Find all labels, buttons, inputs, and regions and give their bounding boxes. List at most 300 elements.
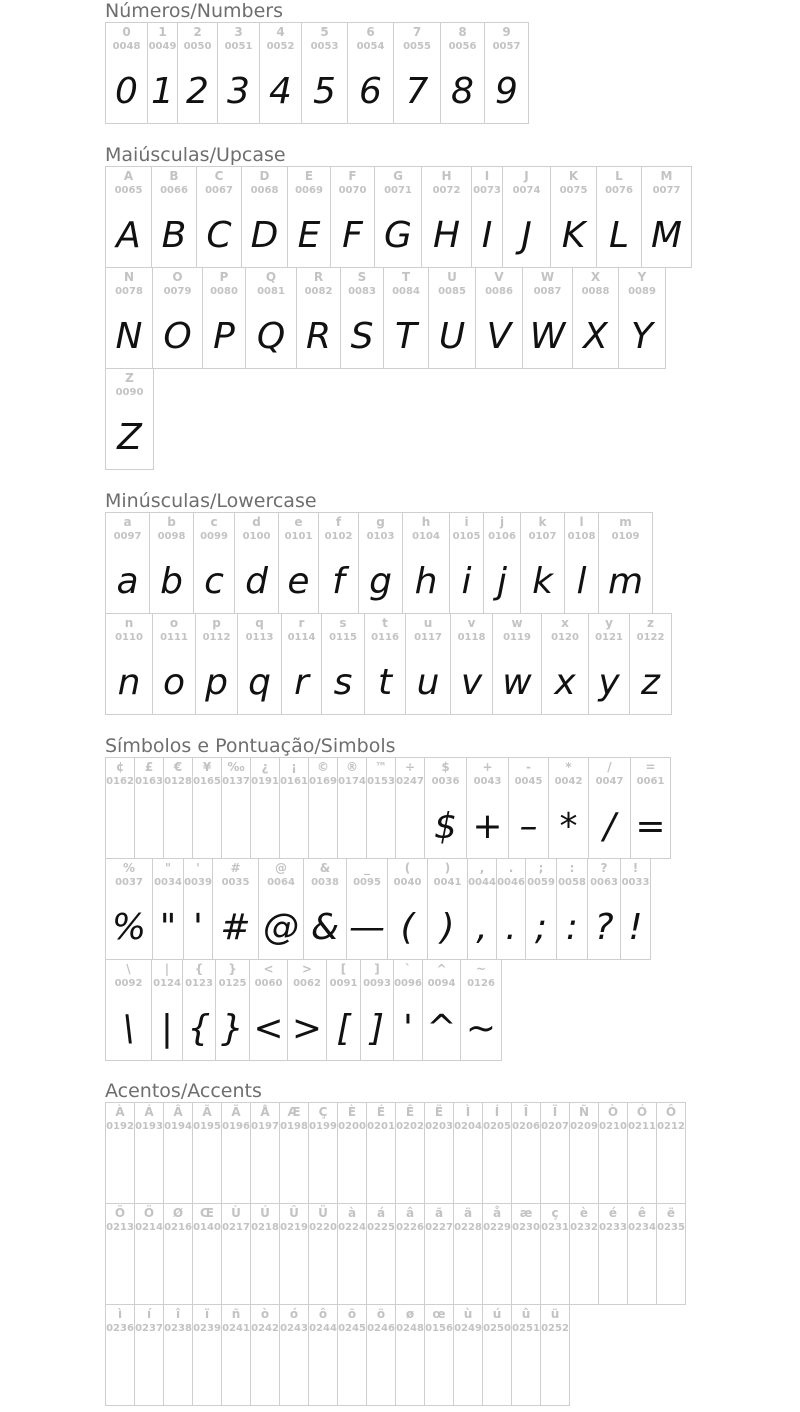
cell-code-label: 0123 <box>185 978 213 989</box>
cell-character-label: a <box>123 515 132 529</box>
cell-character-label: f <box>335 515 342 529</box>
cell-code-label: 0239 <box>193 1323 221 1334</box>
cell-character-label: 3 <box>234 25 243 39</box>
cell-code-label: 0068 <box>250 185 279 196</box>
cell-glyph-preview: 7 <box>405 71 429 112</box>
cell-glyph-preview: a <box>116 561 139 602</box>
cell-character-label: Q <box>265 270 277 284</box>
glyph-cell <box>105 1203 135 1305</box>
cell-glyph-preview: C <box>206 215 232 256</box>
glyph-cell <box>192 1304 222 1406</box>
cell-code-label: 0219 <box>280 1222 308 1233</box>
cell-glyph-preview: " <box>159 907 177 948</box>
cell-glyph-preview: x <box>554 662 576 703</box>
cell-code-label: 0057 <box>492 41 521 52</box>
cell-code-label: 0217 <box>222 1222 250 1233</box>
cell-glyph-preview: S <box>350 316 374 357</box>
glyph-cell <box>152 858 184 960</box>
cell-code-label: 0192 <box>106 1121 134 1132</box>
cell-character-label: m <box>619 515 632 529</box>
cell-character-label: @ <box>275 861 287 875</box>
cell-character-label: { <box>194 962 204 976</box>
glyph-cell <box>540 1304 570 1406</box>
glyph-cell <box>250 1304 280 1406</box>
cell-character-label: O <box>172 270 183 284</box>
cell-code-label: 0116 <box>371 632 399 643</box>
cell-character-label: | <box>164 962 170 976</box>
glyph-cell <box>195 613 238 715</box>
cell-character-label: ù <box>463 1307 473 1321</box>
cell-character-label: C <box>214 169 224 183</box>
cell-glyph-preview: 8 <box>451 71 474 112</box>
glyph-cell <box>296 267 341 369</box>
cell-code-label: 0119 <box>503 632 531 643</box>
glyph-cell <box>308 757 338 859</box>
glyph-cell <box>318 512 359 614</box>
cell-glyph-preview: [ <box>336 1008 351 1049</box>
cell-character-label: 8 <box>458 25 467 39</box>
glyph-cell <box>569 1203 599 1305</box>
cell-code-label: 0055 <box>403 41 431 52</box>
glyph-cell <box>450 613 493 715</box>
cell-code-label: 0075 <box>559 185 588 196</box>
cell-code-label: 0037 <box>115 877 143 888</box>
cell-code-label: 0203 <box>425 1121 453 1132</box>
cell-character-label: ì <box>117 1307 123 1321</box>
cell-code-label: 0122 <box>636 632 665 643</box>
glyph-cell <box>366 1203 396 1305</box>
cell-character-label: é <box>608 1206 618 1220</box>
glyph-cell <box>449 512 484 614</box>
cell-code-label: 0109 <box>611 531 640 542</box>
cell-code-label: 0245 <box>338 1323 366 1334</box>
glyph-cell <box>249 959 288 1061</box>
cell-character-label: Ë <box>434 1105 444 1119</box>
cell-character-label: h <box>421 515 431 529</box>
cell-character-label: Æ <box>287 1105 301 1119</box>
cell-character-label: G <box>393 169 403 183</box>
cell-glyph-preview: j <box>496 561 507 602</box>
glyph-cell <box>598 1102 628 1204</box>
cell-code-label: 0039 <box>184 877 212 888</box>
glyph-cell <box>569 1102 599 1204</box>
glyph-cell <box>193 512 235 614</box>
cell-glyph-preview: K <box>561 215 586 256</box>
cell-code-label: 0212 <box>657 1121 685 1132</box>
cell-code-label: 0229 <box>483 1222 511 1233</box>
glyph-cell <box>347 22 394 124</box>
glyph-cell <box>550 166 597 268</box>
cell-code-label: 0040 <box>393 877 422 888</box>
glyph-cell <box>598 1203 628 1305</box>
cell-code-label: 0086 <box>485 286 513 297</box>
cell-glyph-preview: U <box>438 316 466 357</box>
cell-character-label: ê <box>637 1206 647 1220</box>
cell-glyph-preview: % <box>111 907 147 948</box>
cell-code-label: 0238 <box>164 1323 192 1334</box>
cell-glyph-preview: L <box>608 215 630 256</box>
glyph-cell <box>656 1102 686 1204</box>
glyph-cell <box>424 1304 454 1406</box>
cell-character-label: Ü <box>318 1206 328 1220</box>
cell-character-label: Y <box>637 270 647 284</box>
glyph-cell <box>466 757 509 859</box>
cell-code-label: 0083 <box>348 286 376 297</box>
glyph-row <box>105 22 528 123</box>
cell-character-label: 5 <box>320 25 329 39</box>
cell-character-label: t <box>382 616 388 630</box>
cell-code-label: 0062 <box>293 978 321 989</box>
glyph-row <box>105 166 691 267</box>
cell-character-label: ~ <box>475 962 487 976</box>
glyph-cell <box>540 1203 570 1305</box>
cell-character-label: Ö <box>143 1206 155 1220</box>
cell-code-label: 0128 <box>164 776 192 787</box>
cell-glyph-preview: k <box>532 561 553 602</box>
cell-character-label: N <box>123 270 135 284</box>
cell-character-label: # <box>230 861 241 875</box>
cell-code-label: 0162 <box>106 776 134 787</box>
cell-code-label: 0091 <box>329 978 358 989</box>
cell-character-label: ô <box>318 1307 328 1321</box>
cell-glyph-preview: N <box>115 316 143 357</box>
cell-code-label: 0076 <box>605 185 633 196</box>
cell-character-label: ? <box>600 861 608 875</box>
cell-code-label: 0213 <box>106 1222 134 1233</box>
glyph-cell <box>629 613 672 715</box>
cell-character-label: ò <box>260 1307 270 1321</box>
cell-character-label: s <box>339 616 347 630</box>
cell-character-label: = <box>645 760 656 774</box>
cell-code-label: 0067 <box>205 185 233 196</box>
cell-character-label: p <box>212 616 221 630</box>
cell-character-label: å <box>492 1206 502 1220</box>
cell-character-label: } <box>228 962 237 976</box>
glyph-cell <box>237 613 282 715</box>
cell-code-label: 0206 <box>512 1121 540 1132</box>
glyph-cell <box>395 1102 425 1204</box>
cell-glyph-preview: s <box>333 662 353 703</box>
cell-code-label: 0165 <box>193 776 221 787</box>
cell-glyph-preview: * <box>559 806 578 847</box>
glyph-row <box>105 1203 685 1304</box>
cell-character-label: ; <box>538 861 544 875</box>
cell-code-label: 0100 <box>242 531 271 542</box>
cell-code-label: 0041 <box>433 877 462 888</box>
glyph-cell <box>279 1102 309 1204</box>
glyph-cell <box>618 267 666 369</box>
cell-character-label: ñ <box>231 1307 241 1321</box>
cell-glyph-preview: + <box>472 806 503 847</box>
cell-code-label: 0124 <box>153 978 181 989</box>
cell-glyph-preview: i <box>461 561 472 602</box>
cell-glyph-preview: 2 <box>186 71 209 112</box>
glyph-cell <box>241 166 288 268</box>
cell-character-label: ) <box>444 861 451 875</box>
glyph-cell <box>177 22 218 124</box>
cell-code-label: 0220 <box>309 1222 337 1233</box>
cell-glyph-preview: u <box>416 662 440 703</box>
glyph-cell <box>279 1203 309 1305</box>
cell-code-label: 0108 <box>567 531 596 542</box>
glyph-cell <box>620 858 651 960</box>
glyph-cell <box>483 512 521 614</box>
cell-code-label: 0193 <box>135 1121 163 1132</box>
cell-character-label: K <box>568 169 579 183</box>
glyph-cell <box>308 1203 338 1305</box>
cell-code-label: 0249 <box>454 1323 482 1334</box>
cell-character-label: ' <box>196 861 200 875</box>
glyph-cell <box>279 1304 309 1406</box>
glyph-cell <box>475 267 523 369</box>
cell-glyph-preview: y <box>598 662 620 703</box>
cell-code-label: 0099 <box>200 531 228 542</box>
glyph-cell <box>421 166 472 268</box>
glyph-cell <box>215 959 250 1061</box>
cell-character-label: o <box>169 616 179 630</box>
cell-glyph-preview: h <box>414 561 438 602</box>
cell-character-label: W <box>540 270 555 284</box>
cell-character-label: x <box>561 616 569 630</box>
glyph-cell <box>598 512 653 614</box>
cell-character-label: ë <box>666 1206 676 1220</box>
cell-character-label: Ã <box>202 1105 212 1119</box>
cell-glyph-preview: ) <box>440 907 455 948</box>
glyph-cell <box>163 1102 193 1204</box>
cell-glyph-preview: } <box>221 1008 244 1049</box>
glyph-cell <box>105 613 153 715</box>
cell-code-label: 0095 <box>353 877 381 888</box>
glyph-cell <box>393 959 423 1061</box>
cell-code-label: 0107 <box>528 531 557 542</box>
cell-code-label: 0052 <box>266 41 295 52</box>
cell-glyph-preview: v <box>460 662 483 703</box>
glyph-cell <box>151 959 183 1061</box>
cell-character-label: € <box>173 760 183 774</box>
cell-code-label: 0197 <box>251 1121 279 1132</box>
cell-code-label: 0048 <box>112 41 141 52</box>
cell-character-label: É <box>376 1105 386 1119</box>
cell-code-label: 0252 <box>541 1323 569 1334</box>
glyph-cell <box>511 1102 541 1204</box>
cell-code-label: 0237 <box>135 1323 163 1334</box>
cell-character-label: ä <box>463 1206 473 1220</box>
glyph-cell <box>630 757 671 859</box>
cell-code-label: 0205 <box>483 1121 511 1132</box>
glyph-cell <box>460 959 502 1061</box>
cell-code-label: 0073 <box>473 185 501 196</box>
cell-glyph-preview: ( <box>400 907 415 948</box>
cell-code-label: 0198 <box>280 1121 308 1132</box>
glyph-cell <box>482 1203 512 1305</box>
glyph-cell <box>525 858 557 960</box>
glyph-row <box>105 1102 685 1203</box>
cell-character-label: æ <box>519 1206 533 1220</box>
cell-glyph-preview: r <box>294 662 309 703</box>
cell-character-label: 6 <box>366 25 375 39</box>
cell-character-label: A <box>123 169 134 183</box>
section-title: Números/Numbers <box>105 0 283 22</box>
glyph-cell <box>308 1102 338 1204</box>
cell-code-label: 0110 <box>115 632 143 643</box>
cell-code-label: 0169 <box>309 776 337 787</box>
cell-glyph-preview: z <box>641 662 660 703</box>
glyph-cell <box>395 1203 425 1305</box>
cell-glyph-preview: $ <box>434 806 457 847</box>
cell-character-label: á <box>376 1206 386 1220</box>
glyph-cell <box>152 267 203 369</box>
cell-code-label: 0231 <box>541 1222 569 1233</box>
cell-glyph-preview: R <box>305 316 331 357</box>
cell-code-label: 0209 <box>570 1121 598 1132</box>
cell-code-label: 0234 <box>628 1222 656 1233</box>
cell-code-label: 0233 <box>599 1222 627 1233</box>
cell-character-label: Œ <box>199 1206 214 1220</box>
glyph-row <box>105 858 650 959</box>
cell-code-label: 0225 <box>367 1222 395 1233</box>
cell-character-label: v <box>467 616 476 630</box>
cell-code-label: 0202 <box>396 1121 424 1132</box>
cell-glyph-preview: m <box>607 561 644 602</box>
glyph-cell <box>279 757 309 859</box>
cell-character-label: £ <box>144 760 154 774</box>
glyph-cell <box>453 1203 483 1305</box>
cell-code-label: 0163 <box>135 776 163 787</box>
cell-character-label: 7 <box>412 25 422 39</box>
cell-code-label: 0089 <box>628 286 656 297</box>
cell-glyph-preview: g <box>369 561 392 602</box>
cell-code-label: 0082 <box>304 286 333 297</box>
cell-glyph-preview: – <box>519 806 538 847</box>
cell-code-label: 0174 <box>338 776 366 787</box>
cell-character-label: Í <box>494 1105 500 1119</box>
cell-code-label: 0102 <box>324 531 353 542</box>
glyph-cell <box>105 22 148 124</box>
cell-character-label: b <box>167 515 176 529</box>
cell-code-label: 0214 <box>135 1222 163 1233</box>
cell-code-label: 0241 <box>222 1323 250 1334</box>
cell-glyph-preview: M <box>650 215 683 256</box>
cell-glyph-preview: c <box>204 561 224 602</box>
cell-character-label: Ô <box>665 1105 677 1119</box>
cell-character-label: Î <box>523 1105 529 1119</box>
cell-code-label: 0036 <box>431 776 460 787</box>
cell-character-label: 1 <box>158 25 167 39</box>
cell-character-label: _ <box>364 861 370 875</box>
glyph-cell <box>522 267 573 369</box>
cell-code-label: 0056 <box>448 41 477 52</box>
cell-code-label: 0199 <box>309 1121 337 1132</box>
cell-character-label: g <box>376 515 385 529</box>
glyph-cell <box>308 1304 338 1406</box>
cell-character-label: û <box>521 1307 531 1321</box>
cell-character-label: e <box>294 515 303 529</box>
cell-glyph-preview: J <box>521 215 532 256</box>
cell-glyph-preview: Y <box>631 316 653 357</box>
cell-character-label: ç <box>551 1206 559 1220</box>
cell-code-label: 0211 <box>628 1121 656 1132</box>
cell-code-label: 0046 <box>497 877 525 888</box>
cell-character-label: â <box>405 1206 415 1220</box>
cell-character-label: ! <box>632 861 639 875</box>
glyph-cell <box>428 267 476 369</box>
cell-character-label: . <box>508 861 514 875</box>
cell-character-label: ö <box>376 1307 386 1321</box>
cell-character-label: Â <box>173 1105 183 1119</box>
cell-code-label: 0064 <box>267 877 295 888</box>
cell-character-label: Ö <box>114 1206 126 1220</box>
cell-code-label: 0120 <box>551 632 579 643</box>
glyph-cell <box>402 512 450 614</box>
cell-glyph-preview: ^ <box>426 1008 457 1049</box>
cell-code-label: 0058 <box>558 877 586 888</box>
cell-glyph-preview: ] <box>369 1008 385 1049</box>
cell-code-label: 0250 <box>483 1323 511 1334</box>
cell-code-label: 0053 <box>310 41 339 52</box>
glyph-cell <box>548 757 589 859</box>
glyph-cell <box>360 959 394 1061</box>
cell-glyph-preview: V <box>486 316 512 357</box>
cell-glyph-preview: \ <box>122 1008 135 1049</box>
cell-character-label: " <box>164 861 172 875</box>
cell-character-label: L <box>615 169 623 183</box>
glyph-cell <box>326 959 361 1061</box>
glyph-cell <box>196 166 242 268</box>
section-title: Minúsculas/Lowercase <box>105 490 317 512</box>
glyph-cell <box>484 22 529 124</box>
cell-character-label: ø <box>405 1307 415 1321</box>
cell-glyph-preview: ? <box>594 907 614 948</box>
cell-code-label: 0065 <box>114 185 143 196</box>
cell-code-label: 0156 <box>425 1323 453 1334</box>
cell-glyph-preview: . <box>505 907 517 948</box>
cell-code-label: 0103 <box>366 531 395 542</box>
cell-code-label: 0098 <box>157 531 186 542</box>
glyph-cell <box>163 1203 193 1305</box>
cell-glyph-preview: { <box>187 1008 211 1049</box>
glyph-cell <box>105 267 153 369</box>
cell-character-label: ‰ <box>227 760 245 774</box>
glyph-cell <box>105 368 154 470</box>
cell-code-label: 0071 <box>384 185 412 196</box>
cell-character-label: Ï <box>552 1105 558 1119</box>
cell-glyph-preview: @ <box>263 907 299 948</box>
cell-glyph-preview: ~ <box>465 1008 497 1049</box>
glyph-cell <box>366 1102 396 1204</box>
cell-character-label: ã <box>434 1206 444 1220</box>
cell-character-label: © <box>317 760 329 774</box>
cell-character-label: Å <box>260 1105 270 1119</box>
cell-glyph-preview: o <box>162 662 186 703</box>
glyph-row <box>105 368 153 469</box>
glyph-cell <box>221 1203 251 1305</box>
glyph-cell <box>492 613 542 715</box>
cell-character-label: r <box>298 616 305 630</box>
cell-code-label: 0232 <box>570 1222 598 1233</box>
glyph-cell <box>337 1304 367 1406</box>
cell-character-label: ^ <box>436 962 447 976</box>
cell-character-label: Ù <box>231 1206 241 1220</box>
cell-character-label: , <box>479 861 485 875</box>
cell-character-label: õ <box>347 1307 357 1321</box>
cell-code-label: 0072 <box>432 185 461 196</box>
cell-character-label: $ <box>441 760 450 774</box>
cell-glyph-preview: < <box>253 1008 284 1049</box>
cell-character-label: i <box>464 515 469 529</box>
cell-glyph-preview: E <box>297 215 321 256</box>
cell-code-label: 0080 <box>210 286 238 297</box>
glyph-cell <box>482 1304 512 1406</box>
